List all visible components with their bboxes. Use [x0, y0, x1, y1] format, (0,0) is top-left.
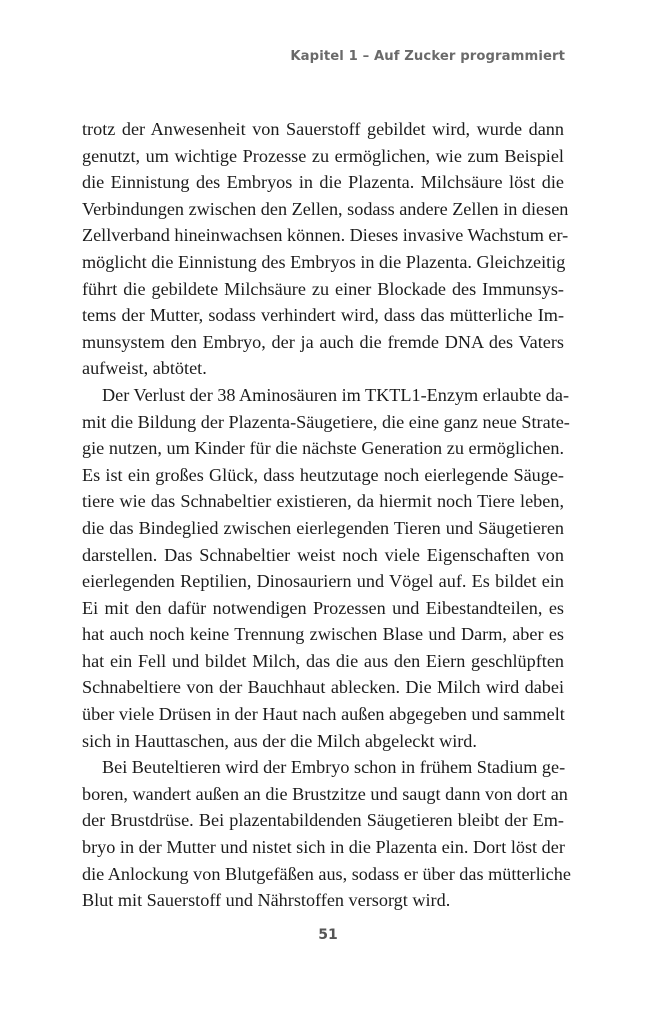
- text-line: hat auch noch keine Trennung zwischen Blase und Darm, aber es: [82, 624, 564, 645]
- text-line: boren, wandert außen an die Brustzitze und saugt dann von dort an: [82, 783, 568, 804]
- text-line: gie nutzen, um Kinder für die nächste Generation zu ermöglichen.: [82, 438, 564, 459]
- text-line: hat ein Fell und bildet Milch, das die aus den Eiern geschlüpften: [82, 650, 564, 671]
- paragraph-1: [82, 116, 569, 382]
- running-header: Kapitel 1 – Auf Zucker programmiert: [290, 49, 565, 64]
- body-text: [82, 116, 571, 914]
- text-line: die Anlockung von Blutgefäßen aus, sodass er über das mütterliche: [82, 863, 571, 884]
- text-line: genutzt, um wichtige Prozesse zu ermöglichen, wie zum Beispiel: [82, 145, 564, 166]
- text-line: Ei mit den dafür notwendigen Prozessen und Eibestandteilen, es: [82, 597, 564, 618]
- paragraph-2: [82, 382, 570, 754]
- page-number: 51: [318, 927, 338, 943]
- text-line: Zellverband hineinwachsen können. Dieses invasive Wachstum er-: [82, 225, 569, 246]
- text-line: Schnabeltiere von der Bauchhaut ablecken. Die Milch wird dabei: [82, 677, 564, 698]
- text-line: darstellen. Das Schnabeltier weist noch viele Eigenschaften von: [82, 544, 564, 565]
- text-line: Blut mit Sauerstoff und Nährstoffen versorgt wird.: [82, 890, 451, 911]
- text-line: führt die gebildete Milchsäure zu einer Blockade des Immunsys-: [82, 278, 564, 299]
- text-line: eierlegenden Reptilien, Dinosauriern und Vögel auf. Es bildet ein: [82, 571, 564, 592]
- text-line: Bei Beuteltieren wird der Embryo schon in frühem Stadium ge-: [102, 757, 566, 778]
- text-line: die das Bindeglied zwischen eierlegenden Tieren und Säugetieren: [82, 517, 564, 538]
- text-line: der Brustdrüse. Bei plazentabildenden Säugetieren bleibt der Em-: [82, 810, 564, 831]
- text-line: die Einnistung des Embryos in die Plazenta. Milchsäure löst die: [82, 172, 564, 193]
- text-line: Der Verlust der 38 Aminosäuren im TKTL1-Enzym erlaubte da-: [102, 384, 570, 405]
- text-line: bryo in der Mutter und nistet sich in die Plazenta ein. Dort löst der: [82, 837, 565, 858]
- text-line: möglicht die Einnistung des Embryos in die Plazenta. Gleichzeitig: [82, 251, 566, 272]
- text-line: tems der Mutter, sodass verhindert wird, dass das mütterliche Im-: [82, 305, 564, 326]
- text-line: über viele Drüsen in der Haut nach außen abgegeben und sammelt: [82, 704, 565, 725]
- text-line: trotz der Anwesenheit von Sauerstoff gebildet wird, wurde dann: [82, 119, 564, 139]
- text-line: mit die Bildung der Plazenta-Säugetiere, die eine ganz neue Strate-: [82, 411, 570, 432]
- text-line: sich in Hauttaschen, aus der die Milch abgeleckt wird.: [82, 730, 477, 751]
- text-line: tiere wie das Schnabeltier existieren, da hiermit noch Tiere leben,: [82, 491, 564, 512]
- paragraph-3: [82, 754, 571, 914]
- text-line: Es ist ein großes Glück, dass heutzutage noch eierlegende Säuge-: [82, 464, 564, 485]
- text-line: munsystem den Embryo, der ja auch die fremde DNA des Vaters: [82, 331, 564, 352]
- text-line: Verbindungen zwischen den Zellen, sodass andere Zellen in diesen: [82, 198, 569, 219]
- text-line: aufweist, abtötet.: [82, 358, 207, 379]
